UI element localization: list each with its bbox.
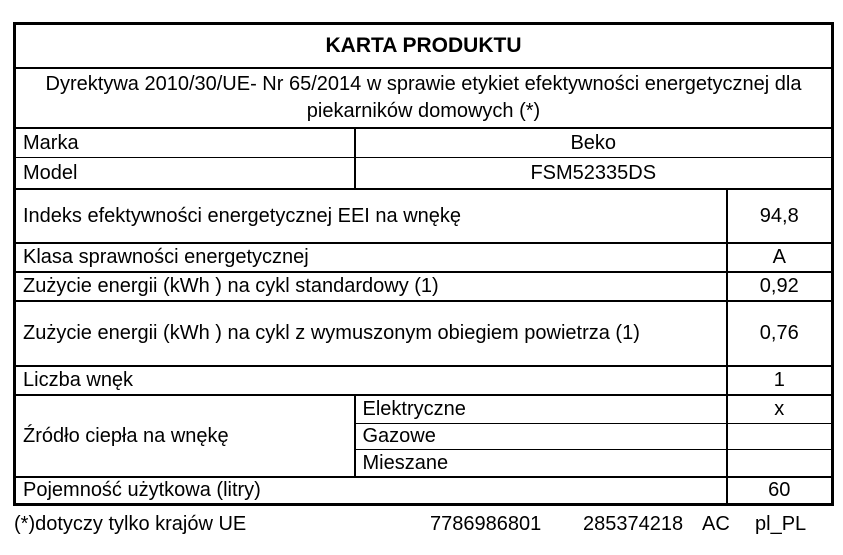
heat-electric-value: x [727, 395, 833, 424]
energy-class-label: Klasa sprawności energetycznej [15, 243, 727, 272]
directive-row [15, 68, 833, 128]
energy-forced-label: Zużycie energii (kWh ) na cykl z wymuszonym obiegiem powietrza (1) [15, 301, 727, 366]
heat-electric-label: Elektryczne [355, 395, 727, 424]
product-fiche-table [13, 22, 834, 506]
title-row [15, 24, 833, 69]
model-value: FSM52335DS [355, 158, 833, 190]
cavities-value: 1 [727, 366, 833, 395]
energy-forced-value: 0,76 [727, 301, 833, 366]
footer-code-suffix: AC [702, 513, 730, 535]
cavities-label: Liczba wnęk [15, 366, 727, 395]
table-row-model [15, 158, 833, 190]
energy-class-value: A [727, 243, 833, 272]
heat-mixed-value [727, 450, 833, 478]
table-row-volume [15, 477, 833, 505]
volume-label: Pojemność użytkowa (litry) [15, 477, 727, 505]
volume-value: 60 [727, 477, 833, 505]
table-row-cavities [15, 366, 833, 395]
model-label: Model [15, 158, 355, 190]
heat-gas-label: Gazowe [355, 424, 727, 450]
footer-locale: pl_PL [755, 513, 807, 535]
brand-value: Beko [355, 128, 833, 158]
table-row-brand [15, 128, 833, 158]
heat-mixed-label: Mieszane [355, 450, 727, 478]
heat-source-label: Źródło ciepła na wnękę [15, 395, 355, 477]
eei-label: Indeks efektywności energetycznej EEI na wnękę [15, 189, 727, 243]
table-row-energy-standard [15, 272, 833, 301]
energy-standard-value: 0,92 [727, 272, 833, 301]
page-title: KARTA PRODUKTU [15, 24, 833, 69]
table-row-eei [15, 189, 833, 243]
footer [0, 513, 843, 543]
footer-note: (*)dotyczy tylko krajów UE [14, 513, 247, 535]
energy-standard-label: Zużycie energii (kWh ) na cykl standardowy (1) [15, 272, 727, 301]
footer-code-2: 285374218 [583, 513, 684, 535]
table-row-energy-forced [15, 301, 833, 366]
table-row-energy-class [15, 243, 833, 272]
brand-label: Marka [15, 128, 355, 158]
footer-code-1: 7786986801 [430, 513, 542, 535]
eei-value: 94,8 [727, 189, 833, 243]
heat-gas-value [727, 424, 833, 450]
directive-text: Dyrektywa 2010/30/UE- Nr 65/2014 w sprawie etykiet efektywności energetycznej dla piekarników domowych (*) [15, 68, 833, 128]
table-row-heat-electric [15, 395, 833, 424]
